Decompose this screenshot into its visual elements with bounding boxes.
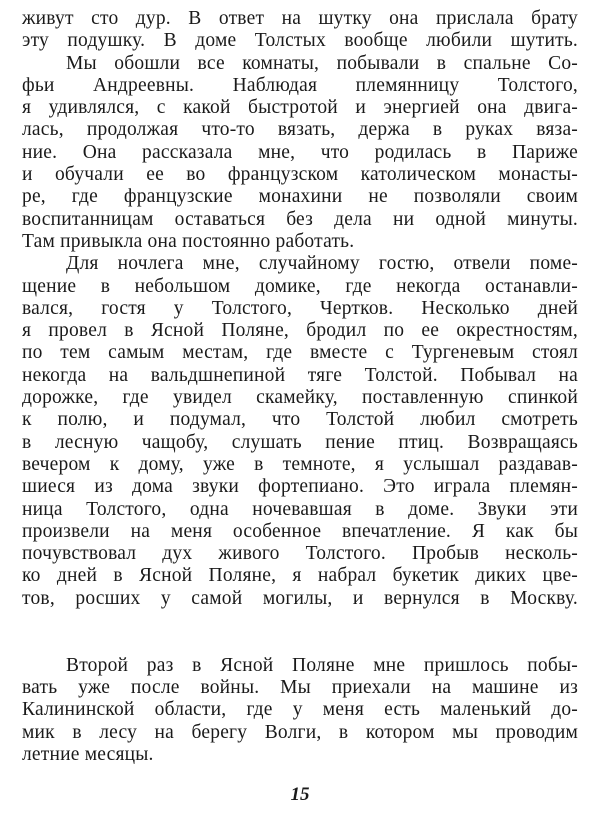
text-line: по тем самым местам, где вместе с Тургеневым стоял (22, 342, 578, 364)
text-line: шиеся из дома звуки фортепиано. Это играла племян- (22, 476, 578, 498)
text-line: произвели на меня особенное впечатление. Я как бы (22, 520, 578, 542)
text-line: фьи Андреевны. Наблюдая племянницу Толстого, (22, 74, 578, 96)
text-line: живут сто дур. В ответ на шутку она прислала брату (22, 8, 578, 29)
text-line: летние месяцы. (22, 743, 154, 765)
page-body (22, 8, 578, 766)
text-line: и обучали ее во французском католическом монасты- (22, 164, 578, 186)
text-line: ко дней в Ясной Поляне, я набрал букетик диких цве- (22, 565, 578, 587)
paragraph (22, 253, 578, 610)
page-number: 15 (290, 784, 310, 805)
text-line: в лесную чащобу, слушать пение птиц. Возвращаясь (22, 431, 578, 453)
text-line: вать уже после войны. Мы приехали на машине из (22, 676, 578, 698)
text-line: ница Толстого, одна ночевавшая в доме. Звуки эти (22, 498, 578, 520)
text-line: эту подушку. В доме Толстых вообще любили шутить. (22, 30, 578, 52)
text-line: мик в лесу на берегу Волги, в котором мы проводим (22, 721, 578, 743)
section-break (22, 610, 578, 655)
text-line: Калининской области, где у меня есть маленький до- (22, 699, 578, 721)
text-line: вечером к дому, уже в темноте, я услышал раздавав- (22, 453, 578, 475)
text-line: я удивлялся, с какой быстротой и энергией она двига- (22, 97, 578, 119)
paragraph (22, 53, 578, 254)
text-line: почувствовал дух живого Толстого. Пробыв несколь- (22, 543, 578, 565)
text-line: Мы обошли все комнаты, побывали в спальне Со- (66, 52, 578, 74)
text-line: Второй раз в Ясной Поляне мне пришлось побы- (66, 654, 578, 676)
text-line: Для ночлега мне, случайному гостю, отвели поме- (66, 253, 578, 275)
text-line: воспитанницам оставаться без дела ни одной минуты. (22, 208, 578, 230)
text-line: тов, росших у самой могилы, и вернулся в Москву. (22, 587, 578, 609)
text-line: щение в небольшом домике, где некогда останавли- (22, 275, 578, 297)
text-line: вался, гостя у Толстого, Чертков. Несколько дней (22, 297, 578, 319)
text-line: я провел в Ясной Поляне, бродил по ее окрестностям, (22, 320, 578, 342)
text-line: лась, продолжая что-то вязать, держа в руках вяза- (22, 119, 578, 141)
text-line: к полю, и подумал, что Толстой любил смотреть (22, 409, 578, 431)
text-line: ре, где французские монахини не позволяли своим (22, 186, 578, 208)
paragraph (22, 655, 578, 766)
text-line: ние. Она рассказала мне, что родилась в Париже (22, 141, 578, 163)
paragraph (22, 8, 578, 53)
text-line: некогда на вальдшнепиной тяге Толстой. Побывал на (22, 364, 578, 386)
text-line: дорожке, где увидел скамейку, поставленную спинкой (22, 387, 578, 409)
text-line: Там привыкла она постоянно работать. (22, 230, 355, 252)
